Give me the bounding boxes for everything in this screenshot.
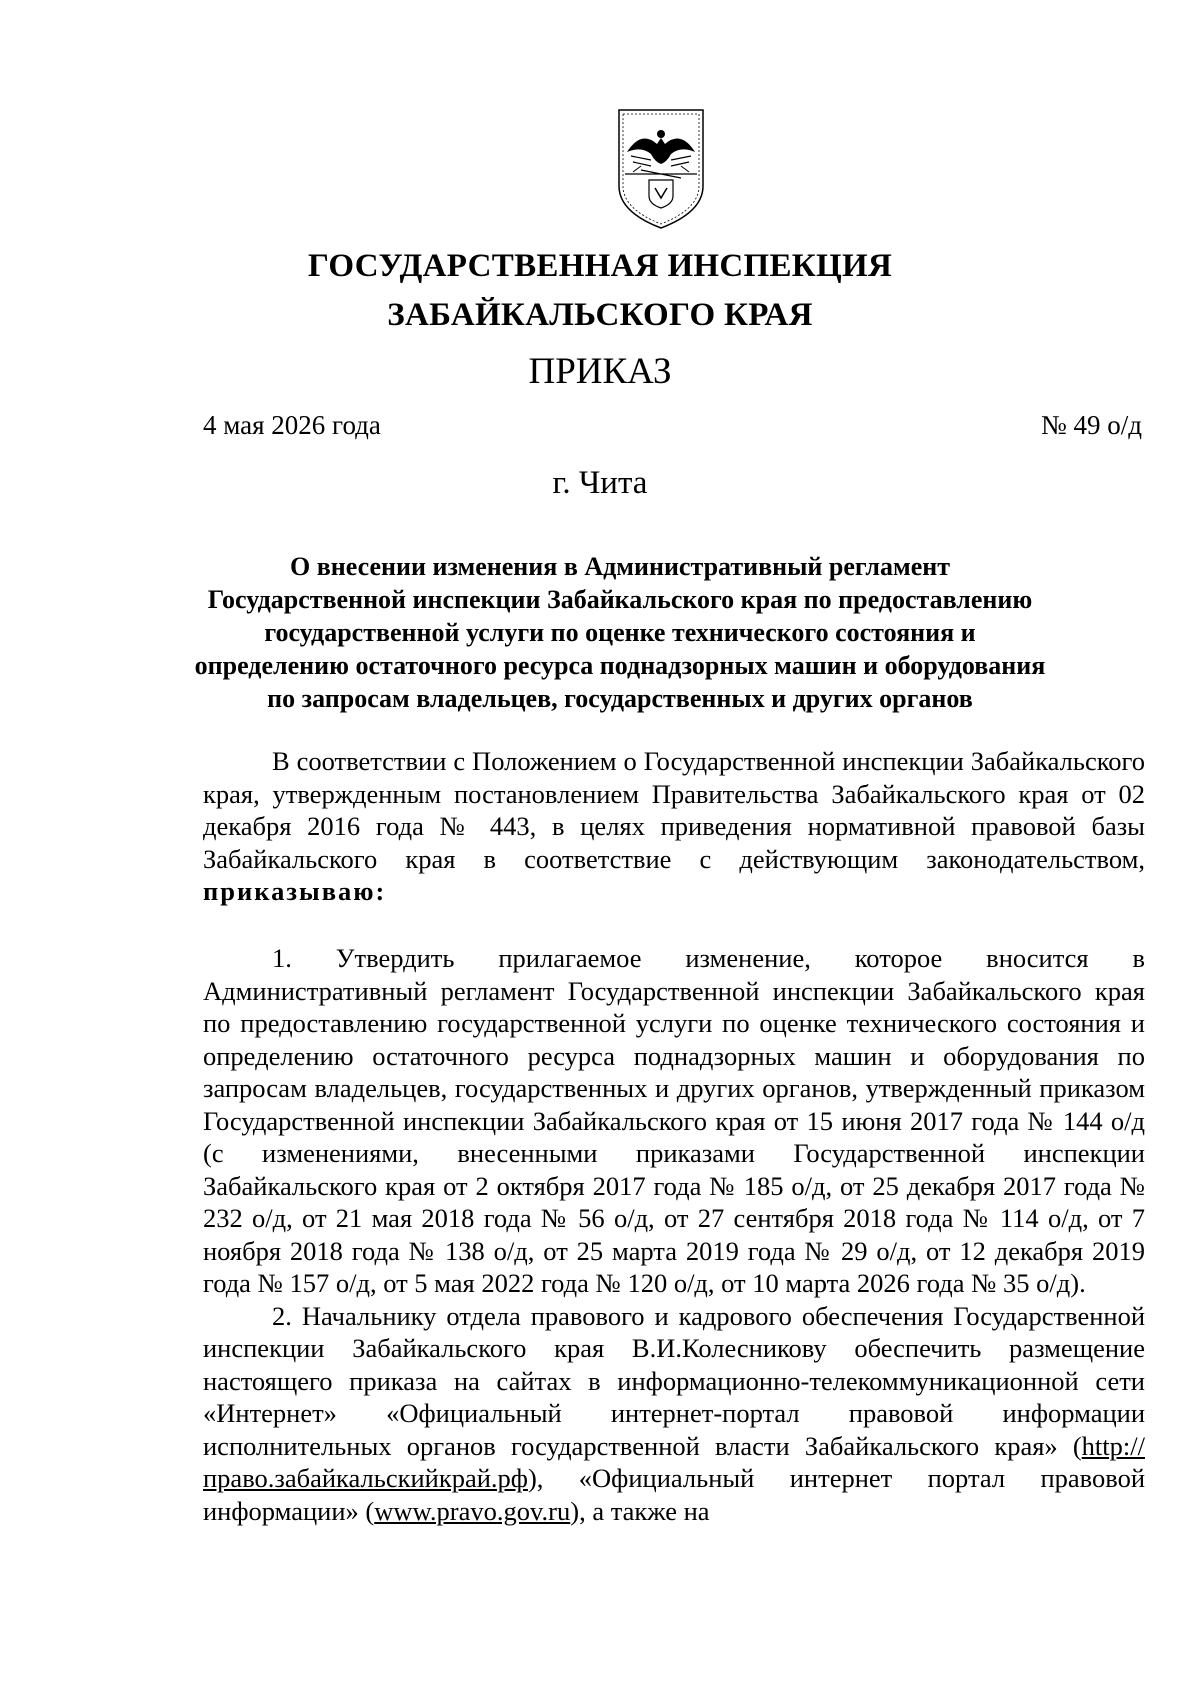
document-type: ПРИКАЗ	[528, 351, 672, 392]
organization-name-line1: ГОСУДАРСТВЕННАЯ ИНСПЕКЦИЯ	[307, 248, 893, 284]
title-line: О внесении изменения в Административный регламент	[290, 552, 950, 581]
document-number: № 49 о/д	[1041, 410, 1142, 440]
title-line: определению остаточного ресурса поднадзорных машин и оборудования	[194, 651, 1046, 680]
pravo-gov-link[interactable]: www.pravo.gov.ru	[374, 1495, 571, 1526]
pravo-zabaikal-link[interactable]: http://право.забайкальскийкрай.рф	[203, 1430, 1145, 1493]
order-item-1: 1. Утвердить прилагаемое изменение, которое вносится в Административный регламент Государственной инспекции Забайкальского края по предоставлению государственной услуги по оценке технического состояния и определению остаточного ресурса поднадзорных машин и оборудования по запросам владельцев, государственных и других органов, утвержденный приказом Государственной инспекции Забайкальского края от 15 июня 2017 года № 144 о/д (с изменениями, внесенными приказами Государственной инспекции Забайкальского края от 2 октября 2017 года № 185 о/д, от 25 декабря 2017 года № 232 о/д, от 21 мая 2018 года № 56 о/д, от 27 сентября 2018 года № 114 о/д, от 7 ноября 2018 года № 138 о/д, от 25 марта 2019 года № 29 о/д, от 12 декабря 2019 года № 157 о/д, от 5 мая 2022 года № 120 о/д, от 10 марта 2026 года № 35 о/д).	[203, 943, 1145, 1298]
organization-name-line2: ЗАБАЙКАЛЬСКОГО КРАЯ	[387, 297, 813, 333]
title-line: по запросам владельцев, государственных и других органов	[267, 684, 973, 713]
order-items	[203, 942, 1145, 1527]
order-item-2-text: 2. Начальнику отдела правового и кадрового обеспечения Государственной инспекции Забайкальского края В.И.Колесникову обеспечить размещение настоящего приказа на сайтах в информационно-телекоммуникационной сети «Интернет» «Официальный интернет-портал правовой информации исполнительных органов государственной власти Забайкальского края» (	[203, 1300, 1145, 1461]
title-line: Государственной инспекции Забайкальского края по предоставлению	[207, 585, 1033, 614]
order-keyword: приказываю:	[203, 876, 387, 906]
order-item-2-text: ), «Официальный интернет портал правовой информации» (	[203, 1463, 1145, 1526]
order-item-2	[203, 1300, 1145, 1528]
document-title	[180, 550, 1060, 715]
document-date: 4 мая 2026 года	[203, 410, 381, 440]
document-city: г. Чита	[552, 465, 648, 501]
title-line: государственной услуги по оценке технического состояния и	[264, 618, 976, 647]
preamble-text: В соответствии с Положением о Государственной инспекции Забайкальского края, утвержденным постановлением Правительства Забайкальского края от 02 декабря 2016 года № 443, в целях приведения нормативной правовой базы Забайкальского края в соответствие с действующим законодательством,	[203, 746, 1145, 874]
coat-of-arms-icon	[611, 108, 711, 230]
order-item-2-text: ), а также на	[570, 1495, 710, 1526]
preamble-paragraph	[203, 745, 1145, 908]
